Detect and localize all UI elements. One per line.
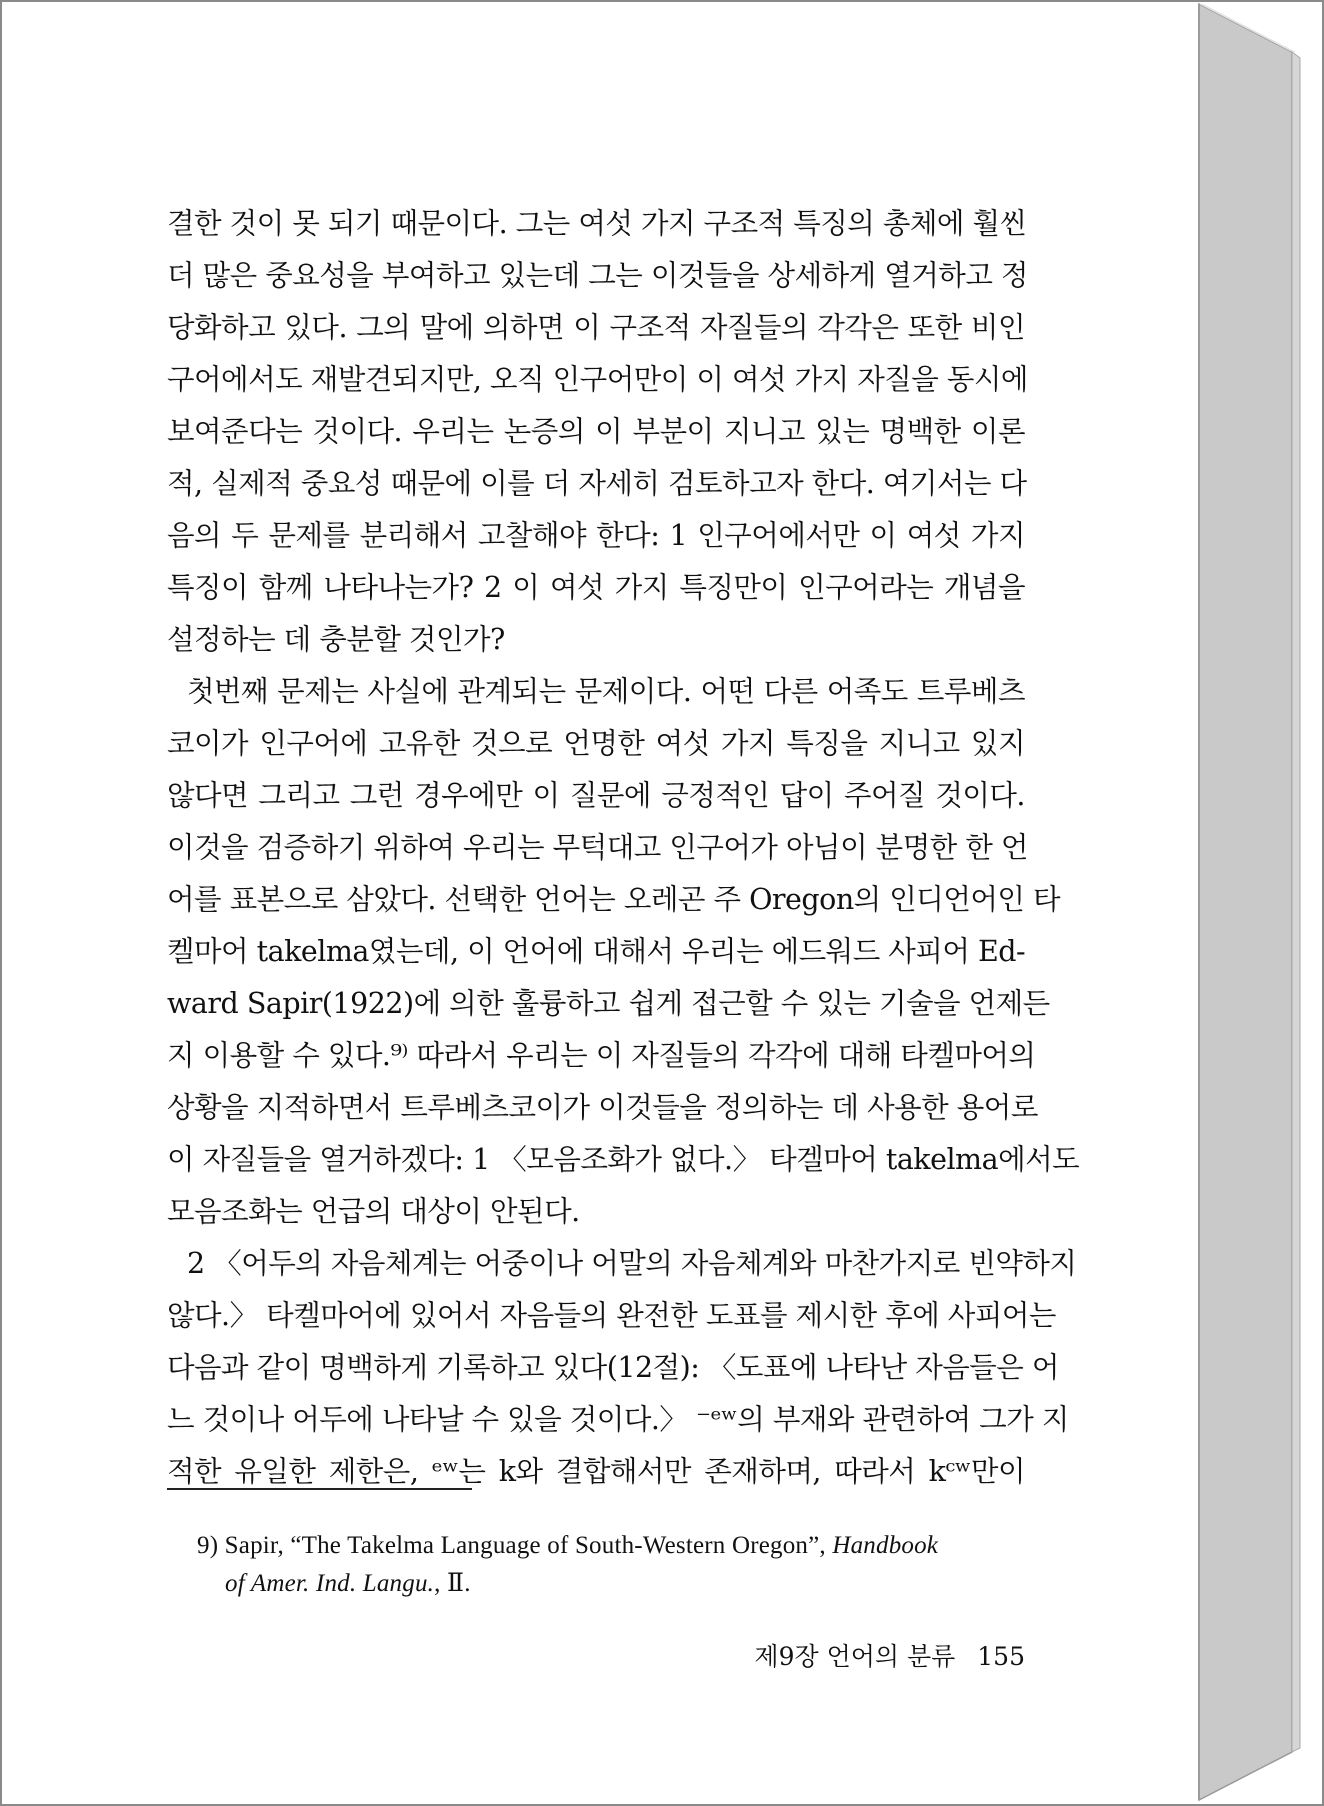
body-line-11: 코이가 인구어에 고유한 것으로 언명한 여섯 가지 특징을 지니고 있지 <box>167 727 1025 760</box>
body-line-25: 적한 유일한 제한은, ᵉʷ는 k와 결합해서만 존재하며, 따라서 kᶜʷ만이 <box>167 1455 1025 1488</box>
body-line-21: 2 〈어두의 자음체계는 어중이나 어말의 자음체계와 마찬가지로 빈약하지 <box>187 1247 1077 1280</box>
footnote-text: 9) Sapir, “The Takelma Language of South-Western Oregon”, <box>197 1532 833 1559</box>
running-footer <box>720 1640 1025 1674</box>
footnote-line-2 <box>225 1568 471 1600</box>
body-line-3: 당화하고 있다. 그의 말에 의하면 이 구조적 자질들의 각각은 또한 비인 <box>167 311 1025 344</box>
body-line-20: 모음조화는 언급의 대상이 안된다. <box>167 1195 580 1228</box>
body-line-8: 특징이 함께 나타나는가? 2 이 여섯 가지 특징만이 인구어라는 개념을 <box>167 571 1025 604</box>
body-line-14: 어를 표본으로 삼았다. 선택한 언어는 오레곤 주 Oregon의 인디언어인 타 <box>167 883 1061 916</box>
body-line-1: 결한 것이 못 되기 때문이다. 그는 여섯 가지 구조적 특징의 총체에 훨씬 <box>167 207 1027 240</box>
body-line-17: 지 이용할 수 있다.⁹⁾ 따라서 우리는 이 자질들의 각각에 대해 타켈마어의 <box>167 1039 1036 1072</box>
footnote-italic-title: Handbook <box>832 1532 939 1559</box>
footnote-italic-source: of Amer. Ind. Langu. <box>225 1570 435 1597</box>
body-line-12: 않다면 그리고 그런 경우에만 이 질문에 긍정적인 답이 주어질 것이다. <box>167 779 1025 812</box>
body-line-4: 구어에서도 재발견되지만, 오직 인구어만이 이 여섯 가지 자질을 동시에 <box>167 363 1028 396</box>
body-line-10: 첫번째 문제는 사실에 관계되는 문제이다. 어떤 다른 어족도 트루베츠 <box>187 675 1025 708</box>
body-line-2: 더 많은 중요성을 부여하고 있는데 그는 이것들을 상세하게 열거하고 정 <box>167 259 1028 292</box>
body-line-16: ward Sapir(1922)에 의한 훌륭하고 쉽게 접근할 수 있는 기술을 언제든 <box>167 987 1050 1020</box>
body-line-6: 적, 실제적 중요성 때문에 이를 더 자세히 검토하고자 한다. 여기서는 다 <box>167 467 1027 500</box>
body-line-5: 보여준다는 것이다. 우리는 논증의 이 부분이 지니고 있는 명백한 이론 <box>167 415 1025 448</box>
body-line-15: 켈마어 takelma였는데, 이 언어에 대해서 우리는 에드워드 사피어 Ed- <box>167 935 1026 968</box>
footnote-volume: , Ⅱ. <box>434 1570 471 1597</box>
body-line-19: 이 자질들을 열거하겠다: 1 〈모음조화가 없다.〉 타겔마어 takelma에서도 <box>167 1143 1080 1176</box>
body-line-13: 이것을 검증하기 위하여 우리는 무턱대고 인구어가 아님이 분명한 한 언 <box>167 831 1028 864</box>
body-line-24: 느 것이나 어두에 나타날 수 있을 것이다.〉 ⁻ᵉʷ의 부재와 관련하여 그가 지 <box>167 1403 1069 1436</box>
page-number: 155 <box>977 1642 1025 1671</box>
body-line-23: 다음과 같이 명백하게 기록하고 있다(12절): 〈도표에 나타난 자음들은 어 <box>167 1351 1059 1384</box>
body-line-9: 설정하는 데 충분할 것인가? <box>167 623 505 656</box>
body-line-22: 않다.〉 타켈마어에 있어서 자음들의 완전한 도표를 제시한 후에 사피어는 <box>167 1299 1056 1332</box>
footnote-line-1 <box>197 1530 938 1562</box>
body-line-18: 상황을 지적하면서 트루베츠코이가 이것들을 정의하는 데 사용한 용어로 <box>167 1091 1038 1124</box>
chapter-title: 제9장 언어의 분류 <box>754 1642 956 1671</box>
footnote-rule <box>167 1488 472 1490</box>
body-line-7: 음의 두 문제를 분리해서 고찰해야 한다: 1 인구어에서만 이 여섯 가지 <box>167 519 1025 552</box>
